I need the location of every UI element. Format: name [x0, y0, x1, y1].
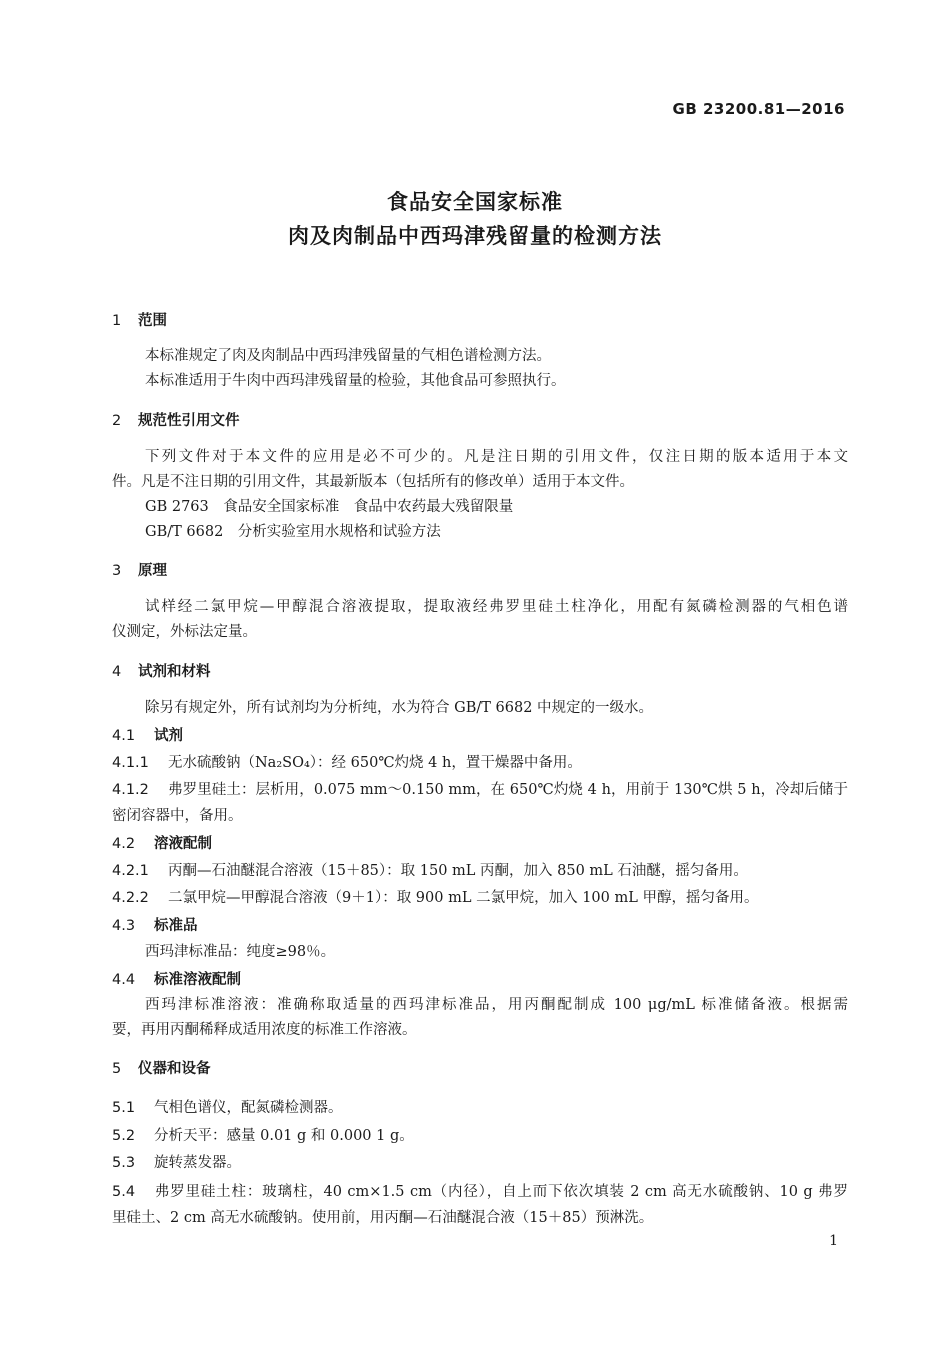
clause-number: 5.3: [112, 1155, 136, 1171]
section-3-para-line-2: 仪测定，外标法定量。: [112, 624, 257, 640]
clause-text: 丙酮—石油醚混合溶液（15＋85）：取 150 mL 丙酮，加入 850 mL 石油醚，摇匀备用。: [168, 863, 748, 879]
clause-number: 5.4: [112, 1184, 136, 1200]
clause-text: 分析天平：感量 0.01 g 和 0.000 1 g。: [154, 1128, 414, 1144]
section-4-3-heading: [112, 916, 848, 936]
clause-4-4-line-1: 西玛津标准溶液：准确称取适量的西玛津标准品，用丙酮配制成 100 μg/mL 标准储备液。根据需: [145, 997, 848, 1013]
section-4-2-heading: [112, 834, 848, 854]
section-4-4-heading: [112, 970, 848, 990]
standard-code: GB 23200.81—2016: [672, 100, 845, 118]
title-line-1: 食品安全国家标准: [387, 190, 563, 214]
clause-5-4-line-2: 里硅土、2 cm 高无水硫酸钠。使用前，用丙酮—石油醚混合液（15＋85）预淋洗。: [112, 1210, 654, 1226]
section-4-heading: [112, 662, 848, 682]
section-title: 试剂: [154, 728, 183, 744]
clause-text: 弗罗里硅土：层析用，0.075 mm～0.150 mm，在 650℃灼烧 4 h，用前于 130℃烘 5 h，冷却后储于: [168, 782, 848, 798]
section-3-heading: [112, 561, 848, 581]
page-number: 1: [829, 1233, 838, 1249]
section-number: 2: [112, 413, 122, 429]
section-number: 4.2: [112, 836, 136, 852]
section-title: 仪器和设备: [138, 1061, 211, 1077]
section-1-heading: [112, 311, 848, 331]
section-title: 试剂和材料: [138, 664, 211, 680]
section-title: 原理: [138, 563, 167, 579]
section-2-para-line-2: 件。凡是不注日期的引用文件，其最新版本（包括所有的修改单）适用于本文件。: [112, 474, 634, 490]
section-number: 3: [112, 563, 122, 579]
clause-text: 旋转蒸发器。: [154, 1155, 241, 1171]
section-3-para-line-1: 试样经二氯甲烷—甲醇混合溶液提取，提取液经弗罗里硅土柱净化，用配有氮磷检测器的气相色谱: [145, 599, 848, 615]
clause-number: 4.2.1: [112, 863, 149, 879]
clause-number: 5.2: [112, 1128, 136, 1144]
clause-5-4-line-1: [112, 1182, 848, 1202]
section-1-para-1: 本标准规定了肉及肉制品中西玛津残留量的气相色谱检测方法。: [145, 348, 551, 364]
clause-4-3-text: 西玛津标准品：纯度≥98％。: [145, 944, 336, 960]
section-title: 标准品: [154, 918, 198, 934]
clause-4-1-2-line-2: 密闭容器中，备用。: [112, 808, 243, 824]
clause-5-1: [112, 1098, 848, 1118]
clause-text: 无水硫酸钠（Na₂SO₄）：经 650℃灼烧 4 h，置干燥器中备用。: [168, 755, 582, 771]
section-5-heading: [112, 1059, 848, 1079]
title-line-2: 肉及肉制品中西玛津残留量的检测方法: [288, 224, 662, 248]
section-number: 4: [112, 664, 122, 680]
reference-gb2763: GB 2763 食品安全国家标准 食品中农药最大残留限量: [145, 499, 514, 515]
clause-number: 5.1: [112, 1100, 136, 1116]
clause-text: 气相色谱仪，配氮磷检测器。: [154, 1100, 343, 1116]
section-number: 4.1: [112, 728, 136, 744]
clause-4-1-2-line-1: [112, 780, 848, 800]
clause-text: 弗罗里硅土柱：玻璃柱，40 cm×1.5 cm（内径），自上而下依次填装 2 cm 高无水硫酸钠、10 g 弗罗: [154, 1184, 848, 1200]
clause-5-3: [112, 1153, 848, 1173]
section-1-para-2: 本标准适用于牛肉中西玛津残留量的检验，其他食品可参照执行。: [145, 373, 566, 389]
section-number: 5: [112, 1061, 122, 1077]
section-4-1-heading: [112, 726, 848, 746]
section-title: 范围: [138, 313, 167, 329]
clause-5-2: [112, 1126, 848, 1146]
clause-text: 二氯甲烷—甲醇混合溶液（9＋1）：取 900 mL 二氯甲烷，加入 100 mL 甲醇，摇匀备用。: [168, 890, 759, 906]
section-number: 4.3: [112, 918, 136, 934]
clause-4-4-line-2: 要，再用丙酮稀释成适用浓度的标准工作溶液。: [112, 1022, 417, 1038]
clause-4-2-1: [112, 861, 848, 881]
clause-4-1-1: [112, 753, 848, 773]
clause-number: 4.1.1: [112, 755, 149, 771]
section-2-heading: [112, 411, 848, 431]
section-number: 1: [112, 313, 122, 329]
section-2-para-line-1: 下列文件对于本文件的应用是必不可少的。凡是注日期的引用文件，仅注日期的版本适用于本文: [145, 449, 848, 465]
section-title: 标准溶液配制: [154, 972, 241, 988]
clause-4-2-2: [112, 888, 848, 908]
section-4-para: 除另有规定外，所有试剂均为分析纯，水为符合 GB/T 6682 中规定的一级水。: [145, 700, 654, 716]
reference-gbt6682: GB/T 6682 分析实验室用水规格和试验方法: [145, 524, 441, 540]
clause-number: 4.1.2: [112, 782, 149, 798]
clause-number: 4.2.2: [112, 890, 149, 906]
section-title: 规范性引用文件: [138, 413, 240, 429]
section-number: 4.4: [112, 972, 136, 988]
section-title: 溶液配制: [154, 836, 212, 852]
